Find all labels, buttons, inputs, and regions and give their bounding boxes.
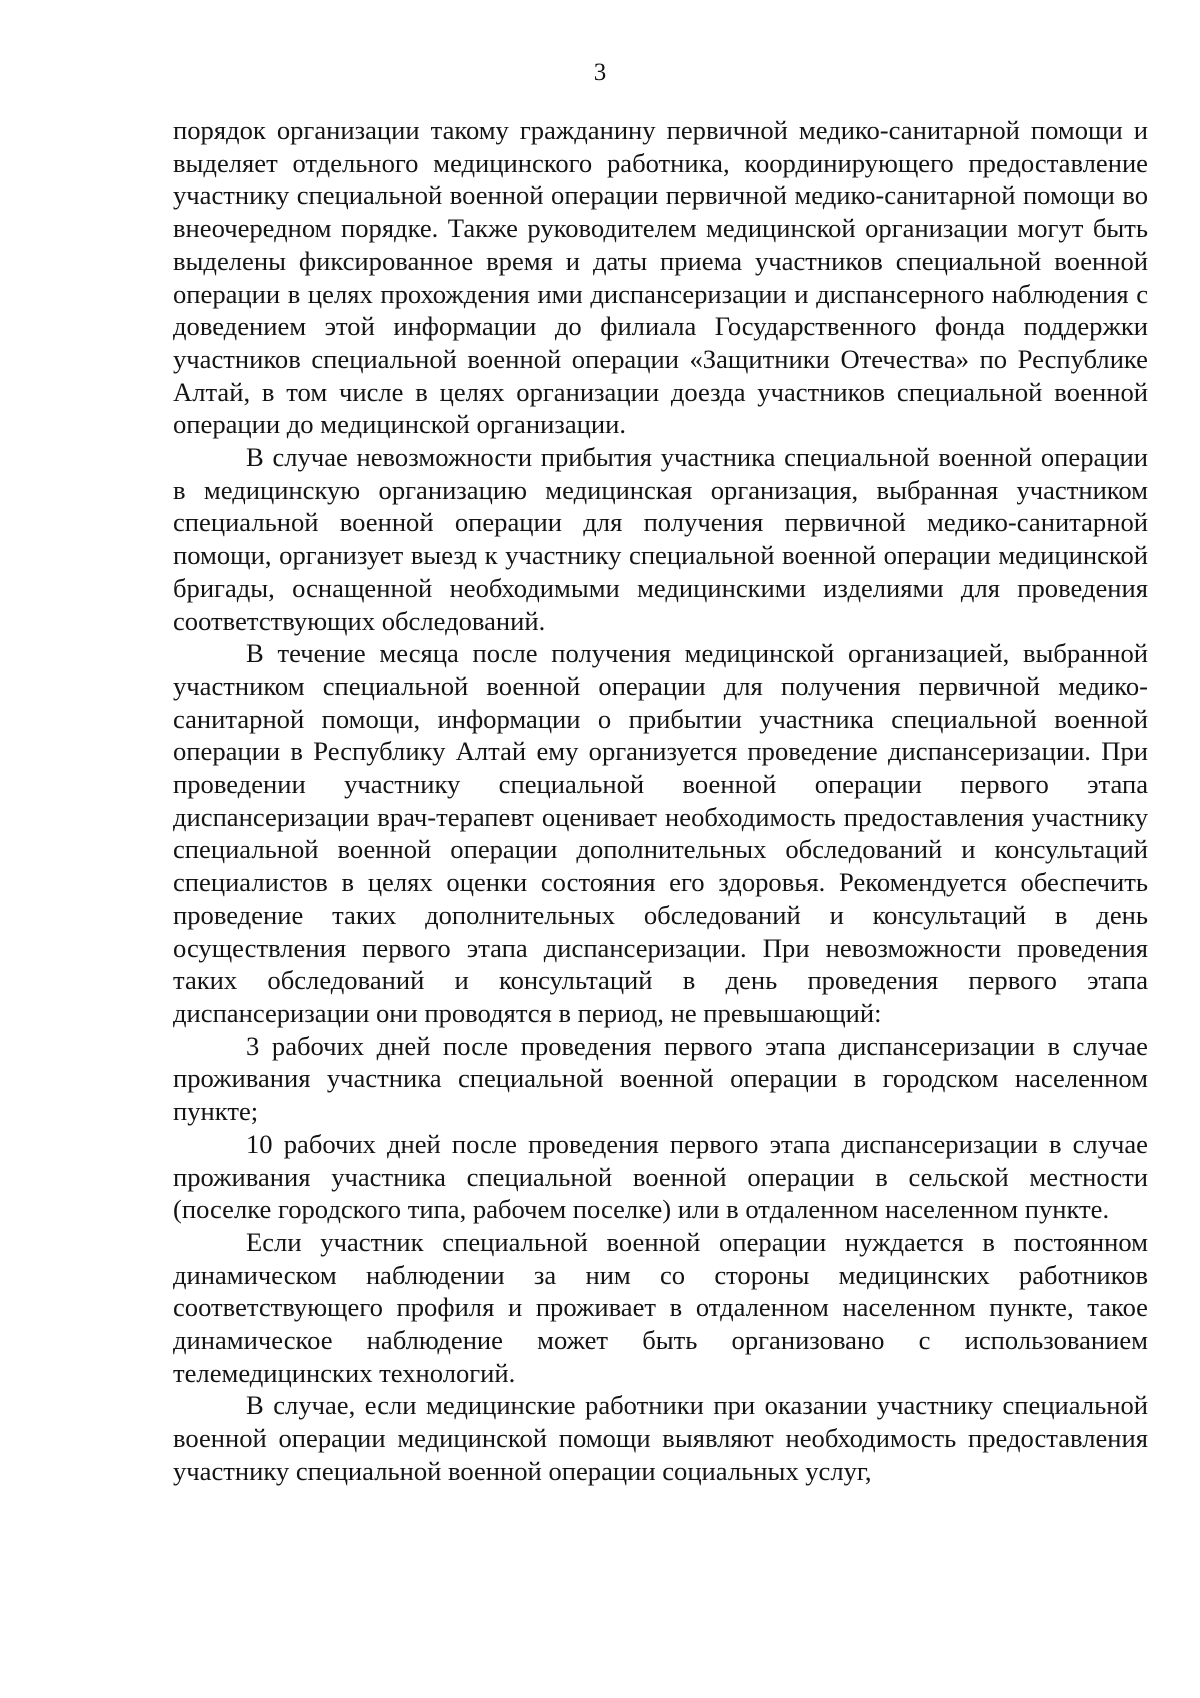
page-number: 3: [593, 59, 607, 86]
paragraph-telemedicine: Если участник специальной военной операции нуждается в постоянном динамическом наблюдении за ним со стороны медицинских работников соответствующего профиля и проживает в отдаленном населенном пункте, такое динамическое наблюдение может быть организовано с использованием телемедицинских технологий.: [173, 1226, 1148, 1388]
paragraph-urban-term: 3 рабочих дней после проведения первого этапа диспансеризации в случае проживания участника специальной военной операции в городском населенном пункте;: [173, 1030, 1148, 1127]
paragraph-home-visit: В случае невозможности прибытия участника специальной военной операции в медицинскую организацию медицинская организация, выбранная участником специальной военной операции для получения первичной медико-санитарной помощи, организует выезд к участнику специальной военной операции медицинской бригады, оснащенной необходимыми медицинскими изделиями для проведения соответствующих обследований.: [173, 442, 1148, 636]
document-body: [173, 114, 1148, 1488]
paragraph-social-services: В случае, если медицинские работники при оказании участнику специальной военной операции медицинской помощи выявляют необходимость предоставления участнику специальной военной операции социальных услуг,: [173, 1390, 1148, 1486]
paragraph-dispensary-exam: В течение месяца после получения медицинской организацией, выбранной участником специальной военной операции для получения первичной медико-санитарной помощи, информации о прибытии участника специальной военной операции в Республику Алтай ему организуется проведение диспансеризации. При проведении участнику специальной военной операции первого этапа диспансеризации врач-терапевт оценивает необходимость предоставления участнику специальной военной операции дополнительных обследований и консультаций специалистов в целях оценки состояния его здоровья. Рекомендуется обеспечить проведение таких дополнительных обследований и консультаций в день осуществления первого этапа диспансеризации. При невозможности проведения таких обследований и консультаций в день проведения первого этапа диспансеризации они проводятся в период, не превышающий:: [173, 638, 1148, 1028]
paragraph-continuation: порядок организации такому гражданину первичной медико-санитарной помощи и выделяет отдельного медицинского работника, координирующего предоставление участнику специальной военной операции первичной медико-санитарной помощи во внеочередном порядке. Также руководителем медицинской организации могут быть выделены фиксированное время и даты приема участников специальной военной операции в целях прохождения ими диспансеризации и диспансерного наблюдения с доведением этой информации до филиала Государственного фонда поддержки участников специальной военной операции «Защитники Отечества» по Республике Алтай, в том числе в целях организации доезда участников специальной военной операции до медицинской организации.: [173, 115, 1148, 440]
paragraph-rural-term: 10 рабочих дней после проведения первого этапа диспансеризации в случае проживания участника специальной военной операции в сельской местности (поселке городского типа, рабочем поселке) или в отдаленном населенном пункте.: [173, 1128, 1148, 1225]
